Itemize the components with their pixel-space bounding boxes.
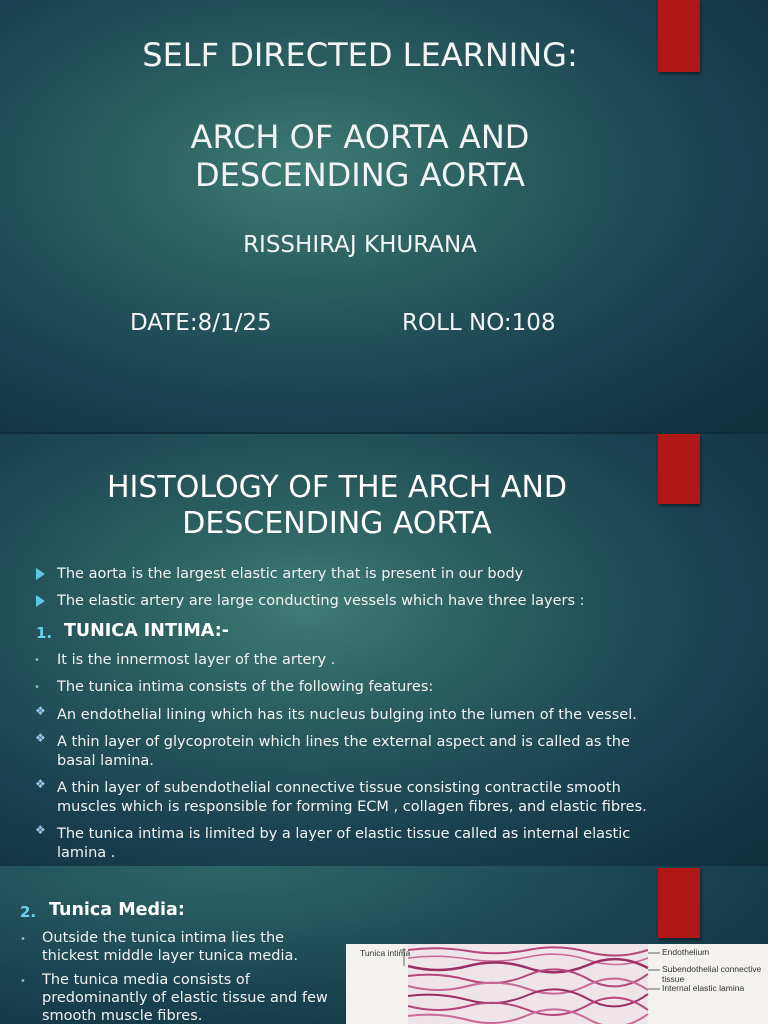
bullet-text: The elastic artery are large conducting vessels which have three layers : <box>57 593 585 609</box>
feature-text-cont: muscles which is responsible for forming ECM , collagen fibres, and elastic fibres. <box>57 799 647 815</box>
point-text-cont: thickest middle layer tunica media. <box>42 948 298 964</box>
feature-text-cont: lamina . <box>57 845 116 861</box>
feature-text: A thin layer of subendothelial connective tissue consisting contractile smooth <box>57 780 621 796</box>
slide-heading-line1: HISTOLOGY OF THE ARCH AND <box>106 470 568 505</box>
point-text-cont: smooth muscle fibres. <box>42 1008 203 1024</box>
slide-title-topic <box>0 118 720 194</box>
section-suffix: : <box>177 900 185 920</box>
section-heading <box>49 900 185 920</box>
dot-bullet-icon: • <box>34 682 40 693</box>
sub-point-text: The tunica intima consists of the following features: <box>57 679 434 695</box>
slide-title-line2: ARCH OF AORTA AND <box>190 118 530 156</box>
slide-title-line1: SELF DIRECTED LEARNING: <box>142 36 578 74</box>
point-text-cont: predominantly of elastic tissue and few <box>42 990 328 1006</box>
histology-slide <box>0 434 768 866</box>
section-heading <box>64 621 229 641</box>
section-title: Tunica Media <box>49 900 178 920</box>
diamond-bullet-icon: ❖ <box>35 823 46 837</box>
figure-label-subendothelial: Subendothelial connective tissue <box>662 964 762 984</box>
roll-number: ROLL NO:108 <box>402 310 556 336</box>
red-accent-tab <box>658 868 700 938</box>
bullet-text: The aorta is the largest elastic artery that is present in our body <box>57 566 524 582</box>
title-slide <box>0 0 768 432</box>
section-number: 1. <box>36 624 53 642</box>
section-title: TUNICA INTIMA <box>64 621 215 641</box>
point-text: The tunica media consists of <box>42 972 250 988</box>
feature-text: An endothelial lining which has its nucleus bulging into the lumen of the vessel. <box>57 707 637 723</box>
slide-title-line3: DESCENDING AORTA <box>194 156 526 194</box>
slide-heading-line2: DESCENDING AORTA <box>182 506 492 541</box>
triangle-bullet-icon <box>36 568 45 580</box>
histology-figure <box>346 944 768 1024</box>
diamond-bullet-icon: ❖ <box>35 777 46 791</box>
section-number: 2. <box>20 903 37 921</box>
section-suffix: :- <box>214 621 229 641</box>
point-text: Outside the tunica intima lies the <box>42 930 285 946</box>
date-text: DATE:8/1/25 <box>130 310 272 336</box>
slide-heading <box>0 470 674 542</box>
dot-bullet-icon: • <box>34 655 40 666</box>
triangle-bullet-icon <box>36 595 45 607</box>
figure-label-internal-elastic: Internal elastic lamina <box>662 983 745 993</box>
dot-bullet-icon: • <box>20 934 26 945</box>
tunica-media-slide <box>0 866 768 1024</box>
sub-point-text: It is the innermost layer of the artery . <box>57 652 336 668</box>
dot-bullet-icon: • <box>20 976 26 987</box>
figure-label-tunica-intima: Tunica intima <box>360 948 411 958</box>
feature-text: The tunica intima is limited by a layer of elastic tissue called as internal elastic <box>57 826 631 842</box>
diamond-bullet-icon: ❖ <box>35 704 46 718</box>
diamond-bullet-icon: ❖ <box>35 731 46 745</box>
feature-text: A thin layer of glycoprotein which lines the external aspect and is called as the <box>57 734 630 750</box>
feature-text-cont: basal lamina. <box>57 753 154 769</box>
figure-label-endothelium: Endothelium <box>662 947 710 957</box>
author-name: RISSHIRAJ KHURANA <box>243 232 477 258</box>
